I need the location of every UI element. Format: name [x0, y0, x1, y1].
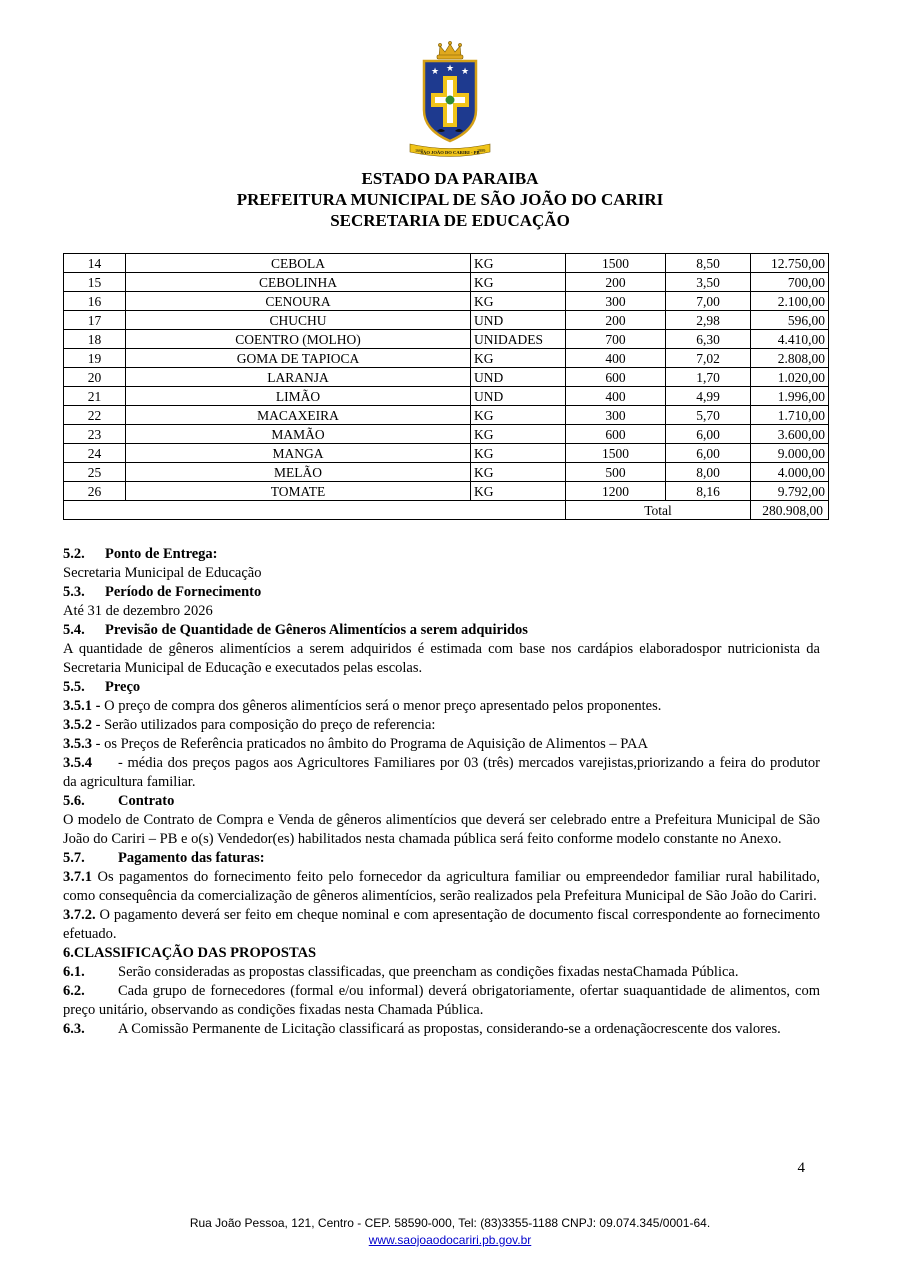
table-row [64, 387, 829, 406]
paragraph-title: Previsão de Quantidade de Gêneros Alimentícios a serem adquiridos [105, 622, 528, 638]
paragraph-text: O pagamento deverá ser feito em cheque nominal e com apresentação de documento fiscal correspondente ao fornecimento efetuado. [63, 907, 820, 942]
paragraph-number: 3.5.4 [63, 755, 92, 771]
total-label: Total [566, 501, 751, 520]
item-number: 14 [64, 254, 126, 273]
section-5-2 [63, 545, 820, 564]
total-value: 280.908,00 [751, 501, 829, 520]
item-unit: KG [471, 463, 566, 482]
item-quantity: 700 [566, 330, 666, 349]
paragraph-number: 5.3. [63, 584, 85, 600]
svg-text:★: ★ [430, 66, 440, 76]
section-5-3 [63, 583, 820, 602]
table-row [64, 463, 829, 482]
item-number: 26 [64, 482, 126, 501]
coat-of-arms-graphic [402, 40, 498, 164]
item-unit: KG [471, 425, 566, 444]
item-unit: KG [471, 444, 566, 463]
item-total: 4.000,00 [751, 463, 829, 482]
paragraph-text: - os Preços de Referência praticados no âmbito do Programa de Aquisição de Alimentos – PAA [92, 736, 648, 752]
paragraph-number: 6.CLASSIFICAÇÃO DAS PROPOSTAS [63, 945, 317, 961]
item-unit: KG [471, 482, 566, 501]
paragraph-number: 3.5.3 [63, 736, 92, 752]
item-name: CEBOLA [126, 254, 471, 273]
letterhead [0, 168, 900, 231]
footer-address: Rua João Pessoa, 121, Centro - CEP. 58590-000, Tel: (83)3355-1188 CNPJ: 09.074.345/0001-64. [189, 1216, 711, 1230]
page-footer [0, 1216, 900, 1248]
item-number: 15 [64, 273, 126, 292]
items-table-footer [64, 501, 829, 520]
paragraph-number: 3.5.2 [63, 717, 92, 733]
item-quantity: 600 [566, 368, 666, 387]
table-row [64, 292, 829, 311]
item-total: 4.410,00 [751, 330, 829, 349]
paragraph-number: 6.3. [63, 1021, 85, 1037]
banner-ribbon [410, 144, 490, 157]
item-unit-price: 8,50 [666, 254, 751, 273]
paragraph-title: Ponto de Entrega: [105, 546, 218, 562]
item-unit-price: 6,30 [666, 330, 751, 349]
item-number: 23 [64, 425, 126, 444]
item-name: MACAXEIRA [126, 406, 471, 425]
item-name: MELÃO [126, 463, 471, 482]
para-6-3 [63, 1020, 820, 1039]
paragraph-title: Período de Fornecimento [105, 584, 262, 600]
paragraph-number: 5.4. [63, 622, 85, 638]
item-number: 16 [64, 292, 126, 311]
para-3-5-1 [63, 697, 820, 716]
item-total: 9.000,00 [751, 444, 829, 463]
paragraph-text: Serão consideradas as propostas classificadas, que preencham as condições fixadas nestaChamada Pública. [118, 964, 739, 980]
table-row [64, 425, 829, 444]
document-body [63, 545, 820, 1039]
items-table [63, 253, 829, 520]
item-unit-price: 1,70 [666, 368, 751, 387]
page-number: 4 [797, 1160, 805, 1176]
item-unit: UND [471, 387, 566, 406]
item-name: CENOURA [126, 292, 471, 311]
item-total: 1.710,00 [751, 406, 829, 425]
table-row [64, 330, 829, 349]
coat-of-arms [0, 40, 900, 169]
paragraph-title: Preço [105, 679, 141, 695]
section-5-7 [63, 849, 820, 868]
section-5-4 [63, 621, 820, 640]
paragraph-number: 3.7.2. [63, 907, 100, 923]
item-total: 1.020,00 [751, 368, 829, 387]
paragraph-text: Até 31 de dezembro 2026 [63, 603, 213, 619]
crown-icon [437, 41, 463, 59]
paragraph-text: Secretaria Municipal de Educação [63, 565, 262, 581]
para-5-3-body [63, 602, 820, 621]
item-number: 21 [64, 387, 126, 406]
paragraph-title: Contrato [118, 793, 175, 809]
para-3-5-4 [63, 754, 820, 792]
letterhead-secretariat: SECRETARIA DE EDUCAÇÃO [330, 211, 570, 230]
item-unit: KG [471, 273, 566, 292]
paragraph-title: Pagamento das faturas: [118, 850, 265, 866]
item-unit-price: 3,50 [666, 273, 751, 292]
table-row [64, 254, 829, 273]
paragraph-number: 6.1. [63, 964, 85, 980]
item-unit: KG [471, 349, 566, 368]
banner-year-right: 1989 [477, 148, 486, 153]
item-total: 9.792,00 [751, 482, 829, 501]
banner-year-left: 1669 [415, 148, 424, 153]
paragraph-number: 5.5. [63, 679, 85, 695]
banner-text: SÃO JOÃO DO CARIRI - PB [420, 150, 480, 155]
para-6-2 [63, 982, 820, 1020]
item-name: TOMATE [126, 482, 471, 501]
item-quantity: 300 [566, 292, 666, 311]
paragraph-number: 3.7.1 [63, 869, 98, 885]
item-unit-price: 7,02 [666, 349, 751, 368]
table-row [64, 273, 829, 292]
item-quantity: 1500 [566, 444, 666, 463]
table-row [64, 482, 829, 501]
item-unit: UND [471, 368, 566, 387]
paragraph-number: 3.5.1 - [63, 698, 105, 714]
item-name: GOMA DE TAPIOCA [126, 349, 471, 368]
table-total-row [64, 501, 829, 520]
table-row [64, 444, 829, 463]
item-unit-price: 4,99 [666, 387, 751, 406]
footer-website-link[interactable]: www.saojoaodocariri.pb.gov.br [368, 1233, 532, 1247]
table-row [64, 311, 829, 330]
letterhead-state: ESTADO DA PARAIBA [361, 169, 539, 188]
paragraph-number: 6.2. [63, 983, 85, 999]
item-quantity: 200 [566, 273, 666, 292]
item-total: 700,00 [751, 273, 829, 292]
item-quantity: 600 [566, 425, 666, 444]
table-row [64, 349, 829, 368]
item-quantity: 1500 [566, 254, 666, 273]
item-total: 12.750,00 [751, 254, 829, 273]
total-row-spacer [64, 501, 566, 520]
item-number: 25 [64, 463, 126, 482]
item-name: LARANJA [126, 368, 471, 387]
paragraph-text: Cada grupo de fornecedores (formal e/ou informal) deverá obrigatoriamente, ofertar suaquantidade de alimentos, com preço unitário, observando as condições fixadas nesta Chamada Pública. [63, 983, 820, 1018]
paragraph-number: 5.7. [63, 850, 85, 866]
item-name: MANGA [126, 444, 471, 463]
item-quantity: 400 [566, 387, 666, 406]
item-number: 19 [64, 349, 126, 368]
item-unit-price: 8,16 [666, 482, 751, 501]
para-6-1 [63, 963, 820, 982]
item-quantity: 400 [566, 349, 666, 368]
items-table-body [64, 254, 829, 501]
paragraph-text: - média dos preços pagos aos Agricultores Familiares por 03 (três) mercados varejistas,priorizando a feira do produtor da agricultura familiar. [63, 755, 820, 790]
paragraph-text: O preço de compra dos gêneros alimentícios será o menor preço apresentado pelos proponentes. [104, 698, 662, 714]
item-quantity: 1200 [566, 482, 666, 501]
item-unit-price: 6,00 [666, 444, 751, 463]
item-unit: KG [471, 254, 566, 273]
item-number: 24 [64, 444, 126, 463]
letterhead-municipality: PREFEITURA MUNICIPAL DE SÃO JOÃO DO CARIRI [236, 190, 664, 209]
paragraph-text: Os pagamentos do fornecimento feito pelo fornecedor da agricultura familiar ou empreendedor familiar rural habilitado, como consequência da comercialização de gêneros alimentícios, serão realizados pela Prefeitura Municipal de São João do Cariri. [63, 869, 821, 904]
item-unit-price: 6,00 [666, 425, 751, 444]
item-unit: KG [471, 406, 566, 425]
para-5-6-body [63, 811, 820, 849]
item-number: 20 [64, 368, 126, 387]
item-name: CEBOLINHA [126, 273, 471, 292]
paragraph-text: A quantidade de gêneros alimentícios a serem adquiridos é estimada com base nos cardápios elaboradospor nutricionista da Secretaria Municipal de Educação e executados pelas escolas. [63, 641, 820, 676]
paragraph-text: A Comissão Permanente de Licitação classificará as propostas, considerando-se a ordenaçãocrescente dos valores. [118, 1021, 781, 1037]
item-number: 18 [64, 330, 126, 349]
paragraph-number: 5.2. [63, 546, 85, 562]
table-row [64, 368, 829, 387]
item-quantity: 200 [566, 311, 666, 330]
item-quantity: 500 [566, 463, 666, 482]
item-name: COENTRO (MOLHO) [126, 330, 471, 349]
section-6 [63, 944, 820, 963]
item-total: 596,00 [751, 311, 829, 330]
item-unit-price: 5,70 [666, 406, 751, 425]
paragraph-number: 5.6. [63, 793, 85, 809]
para-3-5-3 [63, 735, 820, 754]
item-number: 22 [64, 406, 126, 425]
item-quantity: 300 [566, 406, 666, 425]
item-name: MAMÃO [126, 425, 471, 444]
para-3-5-2 [63, 716, 820, 735]
section-5-6 [63, 792, 820, 811]
item-total: 1.996,00 [751, 387, 829, 406]
svg-text:★: ★ [445, 63, 455, 73]
item-total: 3.600,00 [751, 425, 829, 444]
item-number: 17 [64, 311, 126, 330]
para-5-4-body [63, 640, 820, 678]
item-unit-price: 2,98 [666, 311, 751, 330]
para-3-7-2 [63, 906, 820, 944]
paragraph-text: - Serão utilizados para composição do preço de referencia: [92, 717, 436, 733]
svg-text:★: ★ [460, 66, 470, 76]
item-name: CHUCHU [126, 311, 471, 330]
item-total: 2.100,00 [751, 292, 829, 311]
para-3-7-1 [63, 868, 820, 906]
item-total: 2.808,00 [751, 349, 829, 368]
paragraph-text: O modelo de Contrato de Compra e Venda de gêneros alimentícios que deverá ser celebrado entre a Prefeitura Municipal de São João do Cariri – PB e o(s) Vendedor(es) habilitados nesta chamada pública será feito conforme modelo constante no Anexo. [63, 812, 820, 847]
item-unit: UNIDADES [471, 330, 566, 349]
item-name: LIMÃO [126, 387, 471, 406]
table-row [64, 406, 829, 425]
para-5-2-body [63, 564, 820, 583]
section-5-5 [63, 678, 820, 697]
item-unit: KG [471, 292, 566, 311]
item-unit-price: 7,00 [666, 292, 751, 311]
item-unit-price: 8,00 [666, 463, 751, 482]
item-unit: UND [471, 311, 566, 330]
